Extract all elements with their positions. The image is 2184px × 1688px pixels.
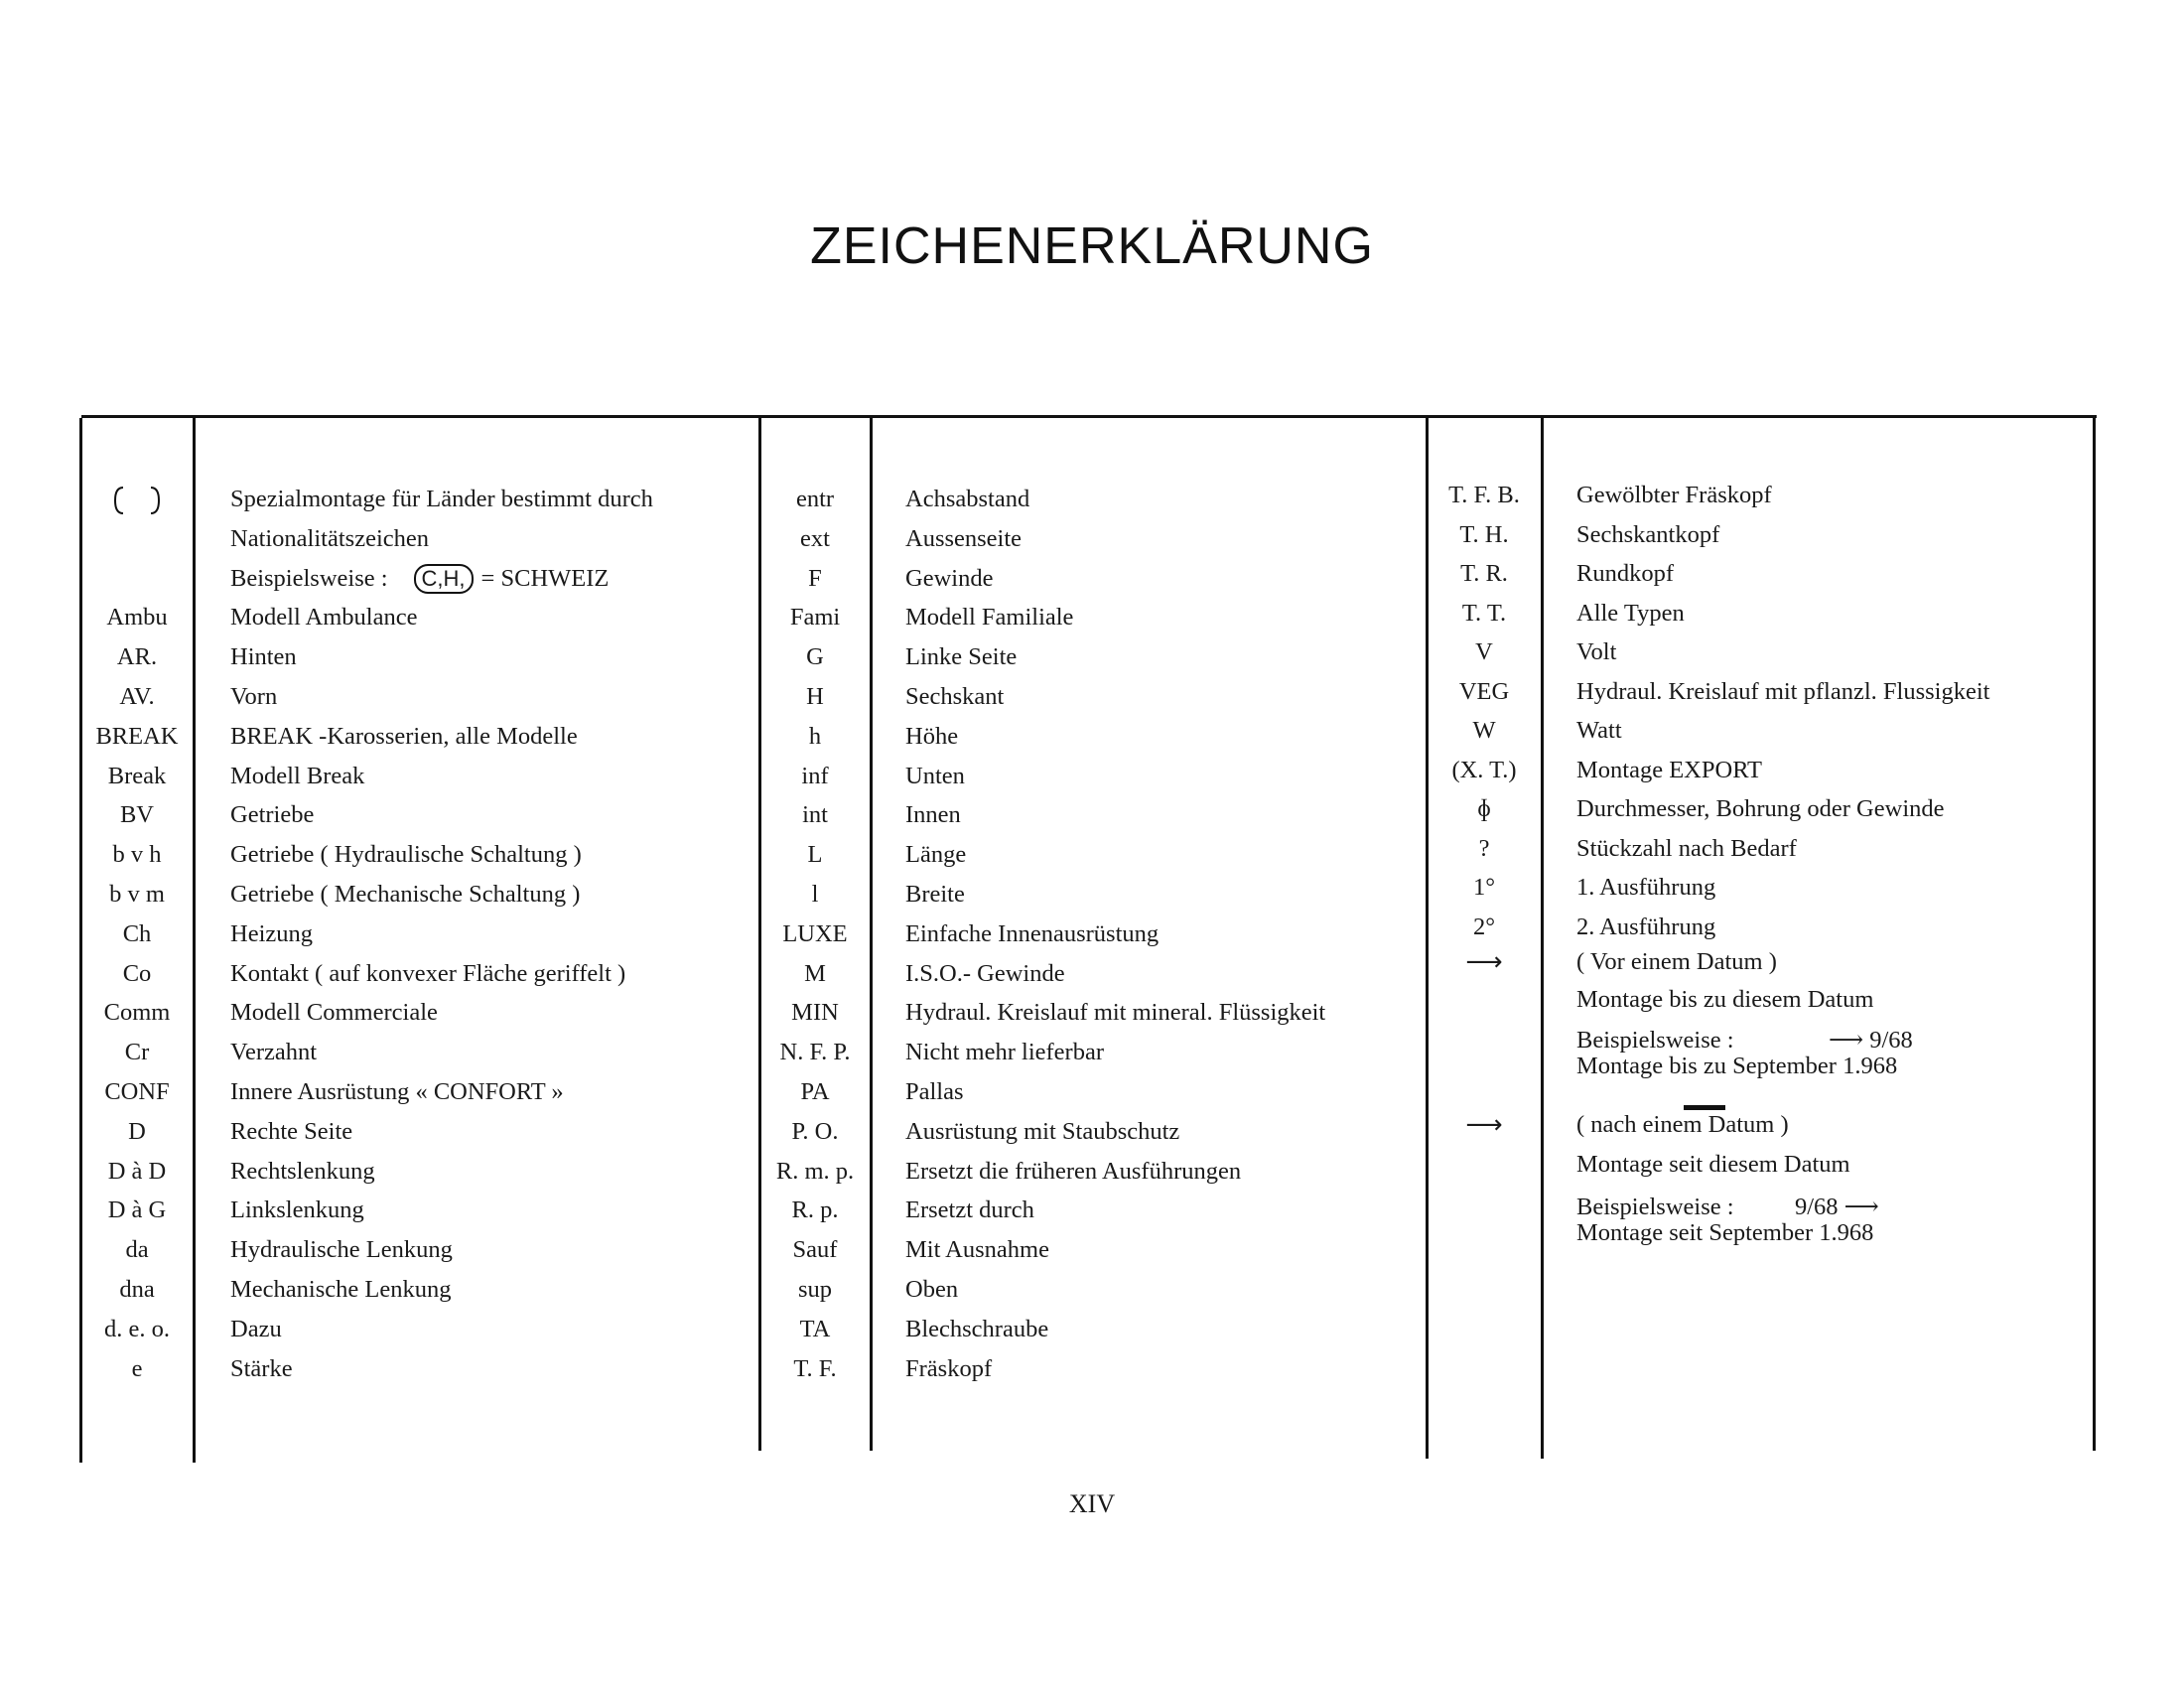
legend-symbol: W bbox=[1472, 717, 1496, 744]
legend-symbol: D à D bbox=[107, 1157, 167, 1185]
legend-symbol: h bbox=[808, 722, 822, 750]
legend-description: Getriebe bbox=[230, 801, 315, 829]
example-result: = SCHWEIZ bbox=[480, 564, 610, 592]
after-date-example-line2: Montage seit September 1.968 bbox=[1576, 1219, 1874, 1246]
legend-description: Mit Ausnahme bbox=[905, 1236, 1049, 1264]
legend-description: 2. Ausführung bbox=[1576, 913, 1716, 940]
before-date-example-value: ⟶ 9/68 bbox=[1829, 1027, 1913, 1054]
legend-description: Modell Commerciale bbox=[230, 999, 438, 1027]
legend-description: Montage EXPORT bbox=[1576, 756, 1763, 783]
legend-table bbox=[81, 415, 2097, 1460]
legend-symbol: Ambu bbox=[106, 604, 168, 632]
legend-symbol: ext bbox=[800, 524, 830, 552]
legend-description: Getriebe ( Mechanische Schaltung ) bbox=[230, 881, 581, 908]
legend-symbol: T. R. bbox=[1460, 560, 1508, 587]
column-divider bbox=[1541, 418, 1544, 1459]
legend-symbol: BV bbox=[119, 801, 155, 829]
legend-description: Modell Ambulance bbox=[230, 604, 418, 632]
legend-symbol: Fami bbox=[789, 604, 841, 632]
legend-description: Heizung bbox=[230, 919, 313, 947]
legend-description: Aussenseite bbox=[905, 524, 1023, 552]
legend-description: Linkslenkung bbox=[230, 1196, 364, 1224]
legend-symbol: b v h bbox=[112, 841, 162, 869]
legend-description: Innere Ausrüstung « CONFORT » bbox=[230, 1078, 564, 1105]
after-date-desc: Montage seit diesem Datum bbox=[1576, 1151, 1850, 1178]
legend-description: Vorn bbox=[230, 683, 278, 710]
legend-symbol: N. F. P. bbox=[779, 1039, 851, 1066]
legend-symbol: 2° bbox=[1472, 913, 1496, 940]
legend-description: Ersetzt die früheren Ausführungen bbox=[905, 1157, 1242, 1185]
legend-description: Innen bbox=[905, 801, 961, 829]
legend-description: Einfache Innenausrüstung bbox=[905, 919, 1160, 947]
legend-symbol: da bbox=[125, 1236, 149, 1264]
legend-symbol: entr bbox=[795, 486, 835, 512]
bracket-pair-icon bbox=[109, 484, 165, 517]
before-date-arrow: ⟶ bbox=[1465, 947, 1503, 977]
before-date-example-line2: Montage bis zu September 1.968 bbox=[1576, 1053, 1898, 1079]
after-date-example-value: 9/68 ⟶ bbox=[1795, 1194, 1879, 1220]
legend-description: Alle Typen bbox=[1576, 599, 1685, 627]
legend-description: Stückzahl nach Bedarf bbox=[1576, 834, 1797, 862]
legend-symbol bbox=[81, 480, 193, 519]
legend-symbol: ɸ bbox=[1477, 795, 1491, 822]
legend-description: Achsabstand bbox=[905, 486, 1030, 512]
legend-symbol: sup bbox=[797, 1276, 833, 1303]
legend-symbol: R. p. bbox=[791, 1196, 839, 1224]
legend-symbol: AV. bbox=[119, 683, 155, 710]
after-date-label: ( nach einem Datum ) bbox=[1576, 1111, 1789, 1138]
legend-symbol: CONF bbox=[104, 1078, 170, 1105]
legend-symbol: dna bbox=[119, 1276, 155, 1303]
legend-symbol: Ch bbox=[122, 919, 152, 947]
legend-symbol: H bbox=[806, 683, 824, 710]
legend-description: Verzahnt bbox=[230, 1039, 318, 1066]
legend-description: Gewinde bbox=[905, 564, 994, 592]
legend-symbol: D à G bbox=[107, 1196, 167, 1224]
legend-description: Stärke bbox=[230, 1354, 293, 1382]
legend-symbol bbox=[81, 519, 193, 559]
after-date-arrow: ⟶ bbox=[1465, 1110, 1503, 1140]
legend-symbol: Cr bbox=[124, 1039, 150, 1066]
legend-symbol: T. F. B. bbox=[1448, 482, 1520, 508]
legend-symbol: Break bbox=[107, 762, 167, 789]
legend-description: Breite bbox=[905, 881, 965, 908]
legend-description: BREAK -Karosserien, alle Modelle bbox=[230, 722, 578, 750]
legend-symbol: F bbox=[808, 564, 822, 592]
legend-symbol: LUXE bbox=[782, 919, 848, 947]
legend-symbol: 1° bbox=[1472, 874, 1496, 901]
legend-description bbox=[230, 559, 609, 599]
legend-description: Hydraul. Kreislauf mit pflanzl. Flussigkeit bbox=[1576, 677, 1990, 705]
legend-symbol: e bbox=[131, 1354, 143, 1382]
legend-description: Hydraul. Kreislauf mit mineral. Flüssigkeit bbox=[905, 999, 1326, 1027]
legend-symbol: BREAK bbox=[95, 722, 179, 750]
legend-description: Hinten bbox=[230, 643, 297, 671]
before-date-desc: Montage bis zu diesem Datum bbox=[1576, 986, 1874, 1013]
legend-description: Höhe bbox=[905, 722, 959, 750]
legend-symbol: R. m. p. bbox=[775, 1157, 855, 1185]
legend-description: Modell Break bbox=[230, 762, 365, 789]
legend-symbol: inf bbox=[801, 762, 829, 789]
legend-description: Länge bbox=[905, 841, 967, 869]
legend-description: Unten bbox=[905, 762, 965, 789]
legend-symbol: T. H. bbox=[1459, 520, 1509, 548]
legend-description: Modell Familiale bbox=[905, 604, 1074, 632]
legend-symbol: l bbox=[811, 881, 819, 908]
column-divider bbox=[193, 418, 196, 1463]
legend-symbol: T. F. bbox=[793, 1354, 837, 1382]
legend-description: Volt bbox=[1576, 638, 1617, 665]
before-date-example-label: Beispielsweise : bbox=[1576, 1027, 1734, 1054]
legend-description: Pallas bbox=[905, 1078, 964, 1105]
legend-symbol: D bbox=[128, 1117, 146, 1145]
legend-description: Gewölbter Fräskopf bbox=[1576, 482, 1772, 508]
legend-description: Nicht mehr lieferbar bbox=[905, 1039, 1104, 1066]
legend-description: Nationalitätszeichen bbox=[230, 524, 429, 552]
country-code-badge: C,H, bbox=[414, 564, 474, 594]
column-divider bbox=[870, 418, 873, 1451]
legend-description: Kontakt ( auf konvexer Fläche geriffelt ) bbox=[230, 959, 626, 987]
legend-description: Getriebe ( Hydraulische Schaltung ) bbox=[230, 841, 582, 869]
legend-symbol: V bbox=[1475, 638, 1493, 665]
legend-symbol: b v m bbox=[109, 881, 165, 908]
example-label: Beispielsweise : bbox=[230, 564, 388, 592]
legend-description: Ausrüstung mit Staubschutz bbox=[905, 1117, 1180, 1145]
legend-description: Spezialmontage für Länder bestimmt durch bbox=[230, 486, 653, 512]
legend-description: Blechschraube bbox=[905, 1315, 1049, 1342]
legend-symbol bbox=[81, 559, 193, 599]
legend-symbol: (X. T.) bbox=[1451, 756, 1517, 783]
legend-description: Mechanische Lenkung bbox=[230, 1276, 452, 1303]
legend-symbol: G bbox=[806, 643, 824, 671]
legend-symbol: PA bbox=[800, 1078, 830, 1105]
legend-description: Fräskopf bbox=[905, 1354, 993, 1382]
legend-description: Watt bbox=[1576, 717, 1622, 744]
page-number: XIV bbox=[1068, 1489, 1116, 1518]
legend-description: I.S.O.- Gewinde bbox=[905, 959, 1065, 987]
legend-symbol: TA bbox=[799, 1315, 831, 1342]
legend-symbol: P. O. bbox=[791, 1117, 839, 1145]
legend-symbol: d. e. o. bbox=[104, 1315, 170, 1342]
legend-symbol: AR. bbox=[116, 643, 158, 671]
legend-symbol: M bbox=[804, 959, 826, 987]
legend-description: Hydraulische Lenkung bbox=[230, 1236, 453, 1264]
column-divider bbox=[2093, 418, 2096, 1451]
legend-symbol: L bbox=[807, 841, 823, 869]
legend-description: Oben bbox=[905, 1276, 959, 1303]
legend-symbol: T. T. bbox=[1461, 599, 1507, 627]
legend-symbol: Sauf bbox=[792, 1236, 838, 1264]
legend-description: Rechtslenkung bbox=[230, 1157, 375, 1185]
legend-description: 1. Ausführung bbox=[1576, 874, 1716, 901]
legend-description: Linke Seite bbox=[905, 643, 1018, 671]
legend-description: Rundkopf bbox=[1576, 560, 1674, 587]
legend-symbol: MIN bbox=[791, 999, 839, 1027]
legend-description: Dazu bbox=[230, 1315, 282, 1342]
legend-description: Sechskant bbox=[905, 683, 1005, 710]
legend-symbol: ? bbox=[1478, 834, 1490, 862]
after-date-example-label: Beispielsweise : bbox=[1576, 1194, 1734, 1220]
page-title: ZEICHENERKLÄRUNG bbox=[810, 217, 1374, 275]
legend-description: Sechskantkopf bbox=[1576, 520, 1720, 548]
legend-description: Ersetzt durch bbox=[905, 1196, 1034, 1224]
legend-symbol: Co bbox=[122, 959, 152, 987]
legend-symbol: Comm bbox=[103, 999, 171, 1027]
before-date-label: ( Vor einem Datum ) bbox=[1576, 948, 1777, 975]
legend-symbol: VEG bbox=[1458, 677, 1510, 705]
legend-description: Rechte Seite bbox=[230, 1117, 353, 1145]
legend-description: Durchmesser, Bohrung oder Gewinde bbox=[1576, 795, 1945, 822]
legend-symbol: int bbox=[802, 801, 828, 829]
